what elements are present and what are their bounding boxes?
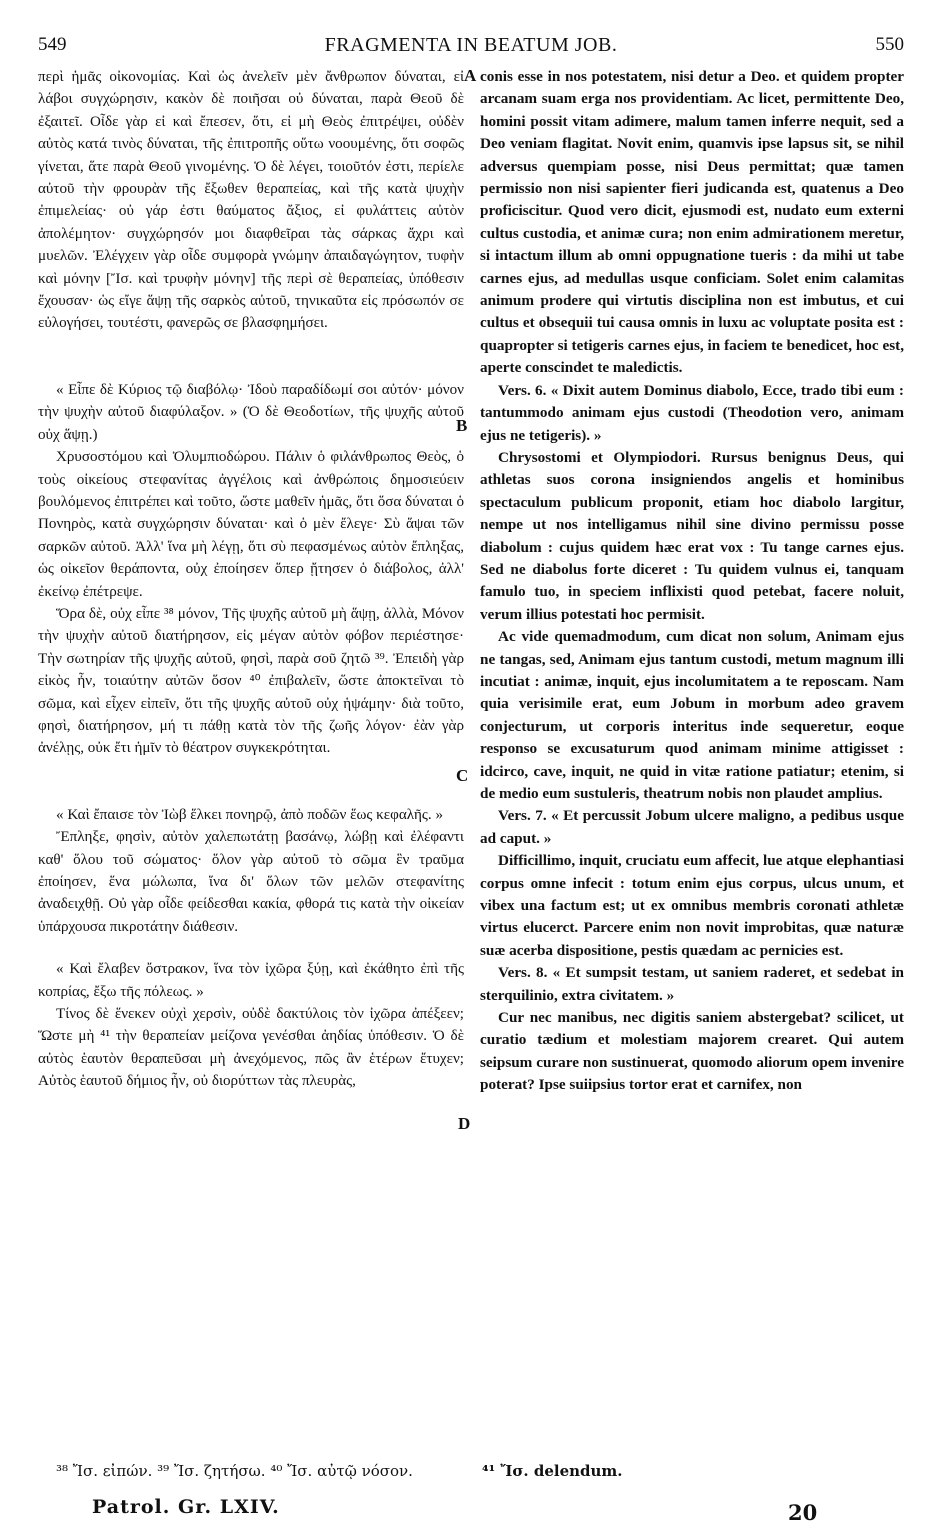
latin-paragraph: Cur nec manibus, nec digitis saniem abstergebat? scilicet, ut curatio tædium et molestiam majorem crearet. Qui autem seipsum curare non sustinuerat, quomodo aliorum opem invenire poterat? Ipse suiipsius tortor erat et carnifex, non [480, 1009, 904, 1094]
greek-paragraph: Τίνος δὲ ἕνεκεν οὐχὶ χερσὶν, οὐδὲ δακτύλοις τὸν ἰχῶρα ἀπέξεεν; Ὥστε μὴ ⁴¹ τὴν θεραπείαν μείζονα γενέσθαι ἀηδίας ὑπόθεσιν. Ὁ δὲ αὐτὸς ἑαυτὸν θεραπεῦσαι μὴ ἀνεχόμενος, πῶς ἂν ἑτέρων ἔτυχεν; Αὐτὸς ἑαυτοῦ δήμιος ἦν, οὐ διορύττων τὰς πλευρὰς, [38, 1006, 464, 1090]
latin-paragraph: Difficillimo, inquit, cruciatu eum affecit, lue atque elephantiasi corpus omne infecit : totum enim ejus corpus, ulcus unum, et vibex una factum est; ut ex omnibus membris coronati athletæ virtus elucerct. Parcere enim non novit improbitas, quæ naturæ suæ acerba dispositione, pestis quædam ac perniciеs est. [480, 852, 904, 959]
margin-marker-a: A [464, 66, 477, 85]
latin-verse-lemma: Vers. 6. « Dixit autem Dominus diabolo, Ecce, trado tibi eum : tantummodo animam ejus custodi (Theodotion vero, animam ejus ne tetigeris). » [480, 381, 904, 444]
footnotes-greek: ³⁸ Ἴσ. εἰπών. ³⁹ Ἴσ. ζητήσω. ⁴⁰ Ἴσ. αὐτῷ νόσον. [56, 1462, 413, 1480]
latin-verse-lemma: Vers. 7. « Et percussit Jobum ulcere maligno, a pedibus usque ad caput. » [480, 807, 904, 847]
signature-mark: Patrol. Gr. LXIV. [92, 1496, 280, 1518]
margin-marker-d: D [458, 1114, 471, 1133]
latin-paragraph: Ac vide quemadmodum, cum dicat non solum, Animam ejus ne tangas, sed, Animam ejus tantum custodi, metum magnum illi incutiat : animæ, inquit, ejus incolumitatem a te reposcam. Nam quia verisimile erat, eum Jobum in morbum adeo gravem conjecturum, ut corporis interitus inde sequeretur, eoque responso se excusaturum quod animam minime attigisset : idcirco, cave, inquit, ne quid in vitæ ratione patiatur; etenim, si de medio eum sustuleris, theatrum nobis non plaudet amplius. [480, 628, 904, 802]
latin-paragraph: Chrysostomi et Olympiodori. Rursus benignus Deus, qui athletas suos corona insigniendos angelis et hominibus spectaculum publicum proponit, etiam hoc diabolo largitur, nempe ut nos intelligamus nihil sine divino permissu posse diabolum : cujus quidem hæc erat vox : Tu tange carnes ejus. Sed ne diabolus forte diceret : Tu quidem vulnus ei, tanquam famulo tuo, in speciem inflixisti quod petebat, facere noluit, verum illius potestati hoc permisit. [480, 448, 904, 623]
margin-marker-b: B [456, 416, 468, 435]
greek-paragraph: Ὅρα δὲ, οὐχ εἶπε ³⁸ μόνον, Τῆς ψυχῆς αὐτοῦ μὴ ἅψῃ, ἀλλὰ, Μόνον τὴν ψυχὴν αὐτοῦ διατήρησον, εἰς μέγαν αὐτὸν φόβον περιέστησε· Τὴν σωτηρίαν τῆς ψυχῆς αὐτοῦ, φησὶ, παρὰ σοῦ ζητῶ ³⁹. Ἐπειδὴ γὰρ εἰκὸς ἦν, τοιαύτην αὐτῶν ὅσον ⁴⁰ ἐπιβαλεῖν, ὥστε ἀποκτεῖναι τὸ σῶμα, καὶ εἶχεν εἰπεῖν, ὅτι τῆς ψυχῆς αὐτοῦ οὐχ ἡψάμην· διὰ τοῦτο, φησὶ, διατήρησον, μή τι πάθῃ κατὰ τὸν τῆς ζωῆς λόγον· ἐὰν γὰρ ἀνέλῃς, οὐκ ἔτι ἡμῖν τὸ θέατρον συγκεκρότηται. [38, 605, 464, 757]
gathering-number: 20 [788, 1500, 818, 1525]
running-header [38, 34, 904, 60]
greek-column [38, 66, 464, 1093]
greek-paragraph: περὶ ἡμᾶς οἰκονομίας. Καὶ ὡς ἀνελεῖν μὲν ἄνθρωπον δύναται, εἰ λάβοι συγχώρησιν, κακὸν δὲ ποιῆσαι οὐ δύναται, παρὰ Θεοῦ δὲ ἐξαιτεῖ. Οἶδε γὰρ εἰ καὶ ἔπεσεν, ὅτι, εἰ μὴ Θεὸς ἐπιτρέψει, οὐδὲν αὐτὸς κατά τινὸς δύναται, τῆς ἐπιτροπῆς οὕτω νοουμένης, ὅτι σοφῶς γίνεται, ἅτε παρὰ Θεοῦ γινομένης. Ὁ δὲ λέγει, τοιοῦτόν ἐστι, περίελε αὐτοῦ τὴν φρουρὰν τῆς ἔξωθεν θεραπείας, καὶ τῆς κατὰ ψυχὴν ἐπιμελείας· οὐ γάρ ἐστι θαύματος ἄξιος, εἰ φυλάττεις αὐτὸν ἀπολέμητον· συγχώρησόν μοι διαφθεῖραι τὰς σάρκας ἄχρι καὶ μυελῶν. Ἐλέγχειν γὰρ οἶδε συμφορὰ γνώμην ἀπαιδαγώγητον, τυφὴν καὶ μόνην [Ἴσ. καὶ τρυφὴν μόνην] τῆς περὶ σὲ θεραπείας, ὑπόθεσιν ἔχουσαν· ὡς εἴγε ἅψῃ τῆς σαρκὸς αὐτοῦ, τηνικαῦτα εἰς πρόσωπόν σε εὐλογήσει, τουτέστι, φανερῶς σε βλασφημήσει. [38, 69, 464, 332]
greek-verse-lemma: « Καὶ ἔπαισε τὸν Ἰὼβ ἕλκει πονηρῷ, ἀπὸ ποδῶν ἕως κεφαλῆς. » [56, 806, 444, 823]
latin-column [480, 66, 904, 1097]
footnotes-latin: ⁴¹ Ἴσ. delendum. [482, 1462, 623, 1480]
latin-verse-lemma: Vers. 8. « Et sumpsit testam, ut saniem raderet, et sedebat in sterquilinio, extra civitatem. » [480, 964, 904, 1004]
greek-paragraph: Χρυσοστόμου καὶ Ὀλυμπιοδώρου. Πάλιν ὁ φιλάνθρωπος Θεὸς, ὁ τοὺς οἰκείους στεφανίτας ἀγγέλοις καὶ ἀνθρώποις δημοσιεύειν βουλόμενος ἐπιτρέπει καὶ τοῦτο, ὥστε μαθεῖν ἡμᾶς, ὅτι ὅσα δύναται ὁ Πονηρὸς, κατὰ συγχώρησιν δύναται· καὶ ὁ μὲν ἔλεγε· Σὺ ἅψαι τῶν σαρκῶν αὐτοῦ. Ἀλλ' ἵνα μὴ λέγῃ, ὅτι σὺ πεφασμένως αὐτὸν ἔπληξας, ὡς οἰκεῖον θεράποντα, οὐχ ἐποίησεν ὅπερ ᾔτησεν ὁ διάβολος, ἀλλ' ἐκείνῳ ἐπέτρεψε. [38, 449, 464, 600]
latin-paragraph: conis esse in nos potestatem, nisi detur a Deo. et quidem propter arcanam suam erga nos providentiam. Ac licet, permittente Deo, homini possit vitam adimere, malum tamen inferre nequit, sed a Deo veniam flagitat. Novit enim, quamvis ipse lapsus sit, se nihil adversus quempiam posse, nisi Deus permittat; quæ tamen permissio non nisi sapienter fieri judicanda est, quatenus a Deo proficiscitur. Quod vero dicit, ejusmodi est, nudato eum externi cultus custodia, et animæ cura; non enim admirationem meretur, si intactum illum ab omni oppugnatione tueris : da mihi ut tabe carnes ejus, ad medullas usque conficiam. Solet enim calamitas animum prodere qui virtutis disciplina non est imbutus, et cui cultus et obsequii tui causa omnis in luxu ac voluptate posita est : quapropter si tetigeris carnes ejus, in faciem te benedicet, hoc est, aperte conscindet te maledictis. [480, 68, 904, 377]
greek-verse-lemma: « Εἶπε δὲ Κύριος τῷ διαβόλῳ· Ἰδοὺ παραδίδωμί σοι αὐτόν· μόνον τὴν ψυχὴν αὐτοῦ διαφύλαξον. » (Ὁ δὲ Θεοδοτίων, τῆς ψυχῆς αὐτοῦ οὐχ ἅψῃ.) [38, 381, 464, 443]
page-number-right: 550 [875, 34, 904, 55]
page-number-left: 549 [38, 34, 67, 55]
greek-verse-lemma: « Καὶ ἔλαβεν ὄστρακον, ἵνα τὸν ἰχῶρα ξύῃ, καὶ ἐκάθητο ἐπὶ τῆς κοπρίας, ἔξω τῆς πόλεως. » [38, 961, 464, 1000]
greek-paragraph: Ἔπληξε, φησὶν, αὐτὸν χαλεπωτάτῃ βασάνῳ, λώβῃ καὶ ἐλέφαντι καθ' ὅλου τοῦ σώματος· ὅλον γὰρ αὐτοῦ τὸ σῶμα ἓν τραῦμα ἐποίησεν, ἕνα μώλωπα, ἵνα δι' ὅλων τῶν μελῶν στεφανίτης ἀναδειχθῇ. Οὐ γὰρ οἶδε φείδεσθαι κακία, φθορά τις κατὰ τὴν οἰκείαν ὑπάρχουσα πικροτάτην διάθεσιν. [38, 829, 464, 935]
running-title: FRAGMENTA IN BEATUM JOB. [324, 34, 618, 56]
margin-marker-c: C [456, 766, 469, 785]
